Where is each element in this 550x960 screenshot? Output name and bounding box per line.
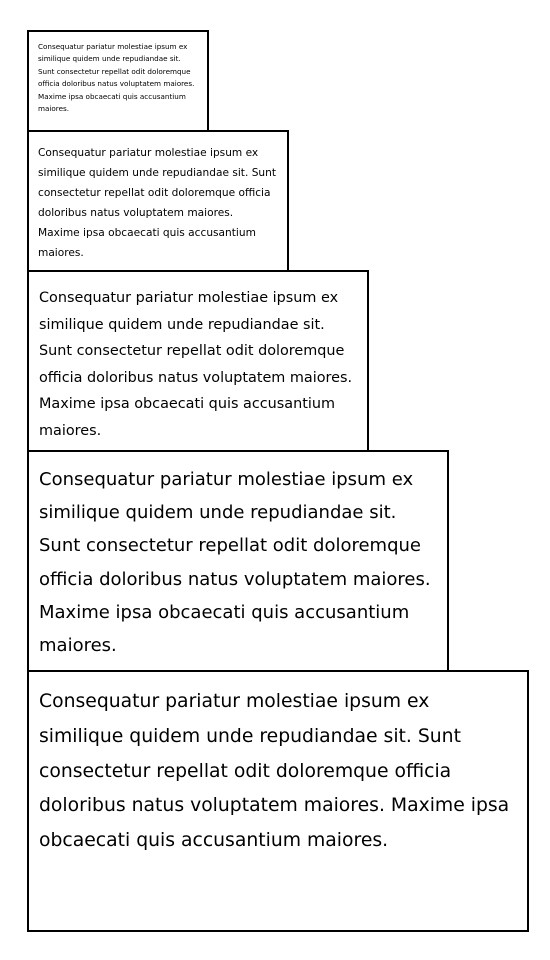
text-box-1-paragraph: Consequatur pariatur molestiae ipsum ex similique quidem unde repudiandae sit. Sunt consectetur repellat odit doloremque officia doloribus natus voluptatem maiores. Maxime ipsa obcaecati quis accusantium maiores. — [38, 42, 195, 114]
text-box-4-paragraph: Consequatur pariatur molestiae ipsum ex similique quidem unde repudiandae sit. Sunt consectetur repellat odit doloremque officia doloribus natus voluptatem maiores. Maxime ipsa obcaecati quis accusantium maiores. — [39, 469, 431, 657]
text-box-3 — [27, 270, 369, 452]
text-box-5 — [27, 670, 529, 932]
text-box-3-paragraph: Consequatur pariatur molestiae ipsum ex similique quidem unde repudiandae sit. Sunt consectetur repellat odit doloremque officia doloribus natus voluptatem maiores. Maxime ipsa obcaecati quis accusantium maiores. — [39, 290, 353, 439]
text-box-2 — [27, 130, 289, 272]
text-box-2-paragraph: Consequatur pariatur molestiae ipsum ex similique quidem unde repudiandae sit. Sunt consectetur repellat odit doloremque officia doloribus natus voluptatem maiores. Maxime ipsa obcaecati quis accusantium maiores. — [38, 147, 276, 259]
text-box-4 — [27, 450, 449, 672]
text-box-1 — [27, 30, 209, 132]
text-box-5-paragraph: Consequatur pariatur molestiae ipsum ex similique quidem unde repudiandae sit. Sunt consectetur repellat odit doloremque officia doloribus natus voluptatem maiores. Maxime ipsa obcaecati quis accusantium maiores. — [39, 691, 510, 852]
